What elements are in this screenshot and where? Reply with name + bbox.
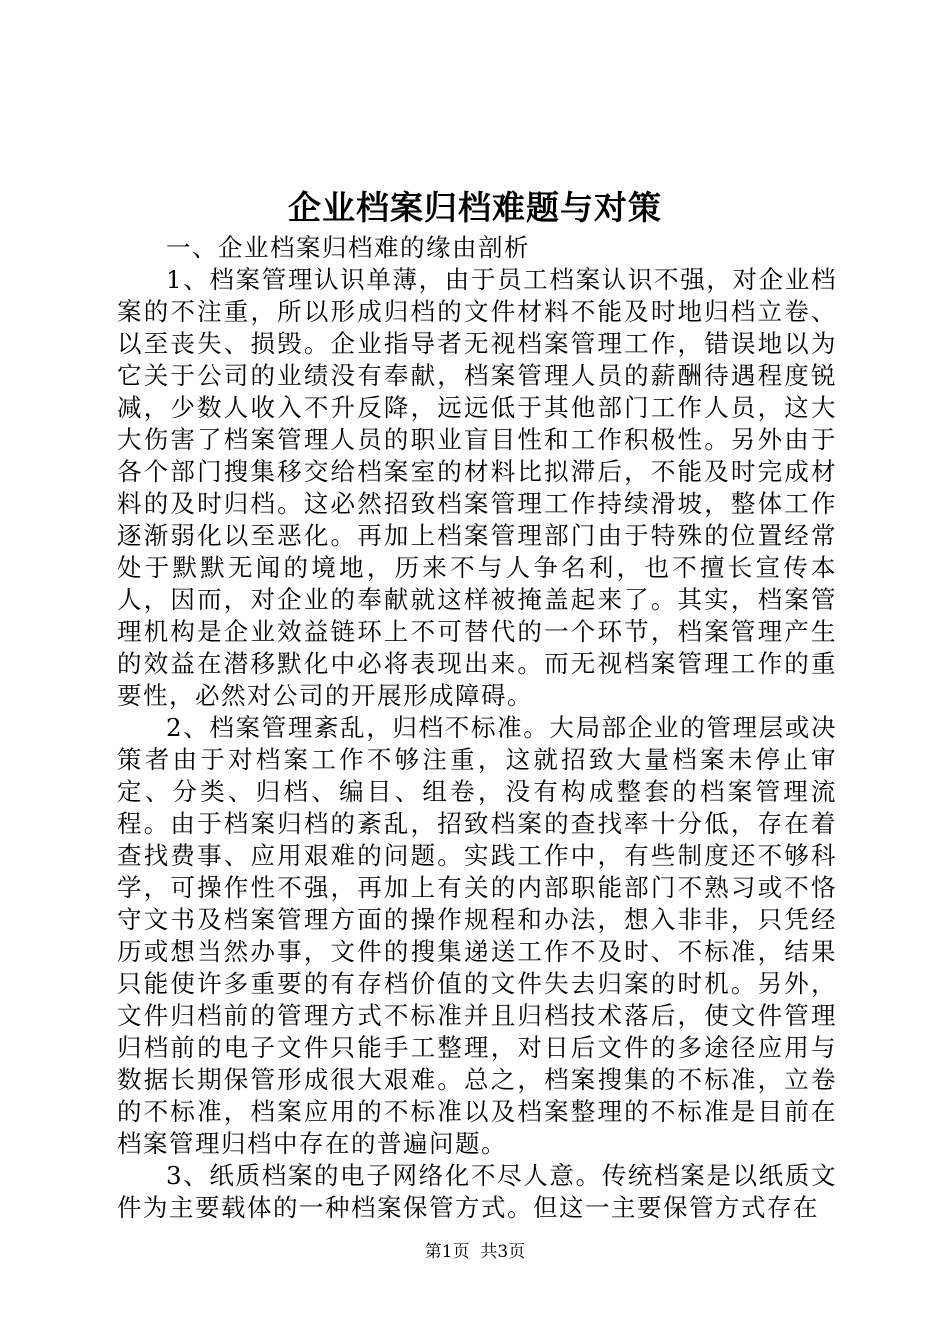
section-heading: 一、企业档案归档难的缘由剖析 [166,233,530,262]
document-title: 企业档案归档难题与对策 [288,188,662,227]
paragraph-1: 1、档案管理认识单薄，由于员工档案认识不强，对企业档案的不注重，所以形成归档的文件材料不能及时地归档立卷、以至丧失、损毁。企业指导者无视档案管理工作，错误地以为它关于公司的业绩没有奉献，档案管理人员的薪酬待遇程度锐减，少数人收入不升反降，远远低于其他部门工作人员，这大大伤害了档案管理人员的职业盲目性和工作积极性。另外由于各个部门搜集移交给档案室的材料比拟滞后，不能及时完成材料的及时归档。这必然招致档案管理工作持续滑坡，整体工作逐渐弱化以至恶化。再加上档案管理部门由于特殊的位置经常处于默默无闻的境地，历来不与人争名利，也不擅长宣传本人，因而，对企业的奉献就这样被掩盖起来了。其实，档案管理机构是企业效益链环上不可替代的一个环节，档案管理产生的效益在潜移默化中必将表现出来。而无视档案管理工作的重要性，必然对公司的开展形成障碍。 [117,265,837,710]
page-footer: 第1页 共3页 [424,1242,526,1262]
paragraph-3: 3、纸质档案的电子网络化不尽人意。传统档案是以纸质文件为主要载体的一种档案保管方式。但这一主要保管方式存在 [117,1161,837,1222]
paragraph-2: 2、档案管理紊乱，归档不标准。大局部企业的管理层或决策者由于对档案工作不够注重，这就招致大量档案未停止审定、分类、归档、编目、组卷，没有构成整套的档案管理流程。由于档案归档的紊乱，招致档案的查找率十分低，存在着查找费事、应用艰难的问题。实践工作中，有些制度还不够科学，可操作性不强，再加上有关的内部职能部门不熟习或不恪守文书及档案管理方面的操作规程和办法，想入非非，只凭经历或想当然办事，文件的搜集递送工作不及时、不标准，结果只能使许多重要的有存档价值的文件失去归案的时机。另外，文件归档前的管理方式不标准并且归档技术落后，使文件管理归档前的电子文件只能手工整理，对日后文件的多途径应用与数据长期保管形成很大艰难。总之，档案搜集的不标准，立卷的不标准，档案应用的不标准以及档案整理的不标准是目前在档案管理归档中存在的普遍问题。 [117,713,837,1158]
document-body [117,232,837,1224]
